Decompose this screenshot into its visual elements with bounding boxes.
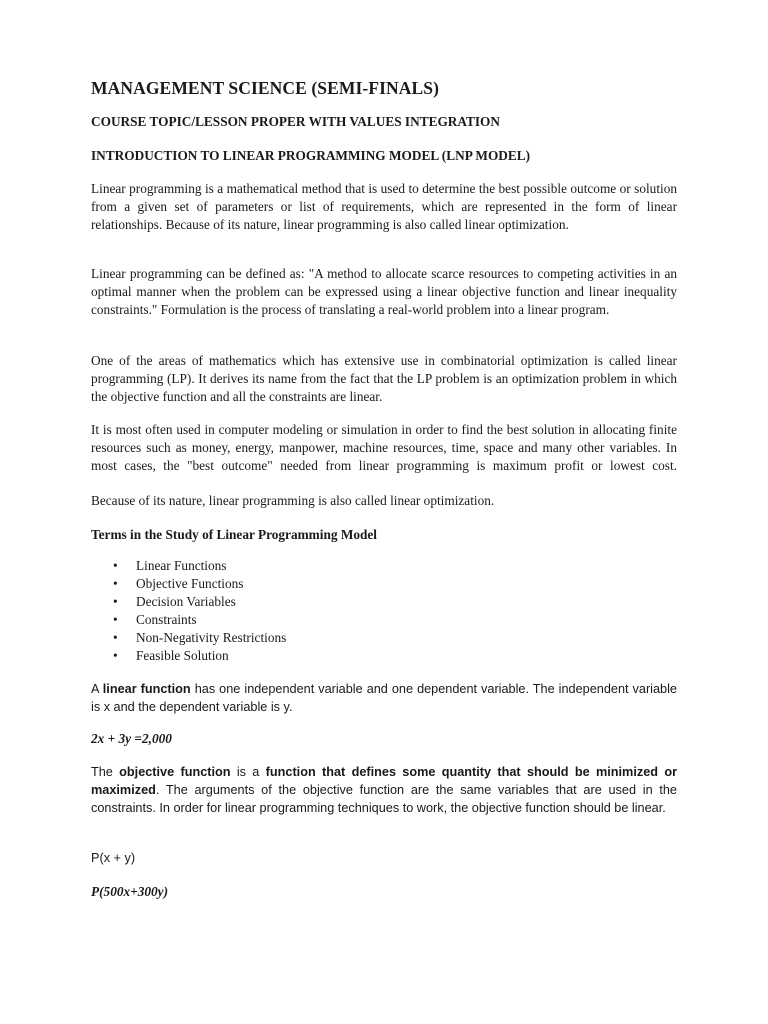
list-item: • Feasible Solution	[113, 647, 229, 663]
list-item: • Constraints	[113, 611, 197, 627]
term-linear-function: linear function	[102, 682, 191, 696]
bullet-icon: •	[113, 558, 118, 573]
bullet-icon: •	[113, 629, 118, 645]
document-title: MANAGEMENT SCIENCE (SEMI-FINALS)	[91, 78, 440, 98]
objective-function-definition: function that defines some quantity that should be minimized or maximized	[91, 765, 678, 797]
linear-equation: 2x + 3y =2,000	[91, 731, 172, 746]
bullet-icon: •	[113, 575, 118, 591]
course-topic-heading: COURSE TOPIC/LESSON PROPER WITH VALUES INTEGRATION	[91, 114, 500, 129]
paragraph-combinatorial: One of the areas of mathematics which has extensive use in combinatorial optimization is called linear programming (LP). It derives its name from the fact that the LP problem is an optimization problem in which the objective function and all the constraints are linear.	[91, 353, 677, 404]
bullet-icon: •	[113, 647, 118, 663]
bullet-icon: •	[113, 611, 118, 627]
paragraph-quote-definition: Linear programming can be defined as: "A method to allocate scarce resources to competing activities in an optimal manner when the problem can be expressed using a linear objective function and linear inequality constraints." Formulation is the process of translating a real-world problem into a linear program.	[91, 266, 677, 317]
list-item: • Non-Negativity Restrictions	[113, 629, 287, 645]
term-objective-function: objective function	[119, 765, 231, 779]
paragraph-usage: It is most often used in computer modeling or simulation in order to find the best solution in allocating finite resources such as money, energy, manpower, machine resources, time, space and many other variables. In most cases, the "best outcome" needed from linear programming is maximum profit or lowest cost.	[91, 422, 677, 473]
paragraph-usage-tail: Because of its nature, linear programming is also called linear optimization.	[91, 493, 495, 508]
terms-heading: Terms in the Study of Linear Programming Model	[91, 527, 378, 542]
intro-heading: INTRODUCTION TO LINEAR PROGRAMMING MODEL (LNP MODEL)	[91, 148, 531, 163]
list-item: • Linear Functions	[113, 558, 227, 573]
paragraph-objective-function: The objective function is a function that defines some quantity that should be minimized or maximized. The arguments of the objective function are the same variables that are used in the constraints. In order for linear programming techniques to work, the objective function should be linear.	[91, 765, 678, 815]
objective-formula-example: P(500x+300y)	[91, 884, 168, 899]
paragraph-definition: Linear programming is a mathematical method that is used to determine the best possible outcome or solution from a given set of parameters or list of requirements, which are represented in the form of linear relationships. Because of its nature, linear programming is also called linear optimization.	[91, 181, 677, 232]
list-item: • Decision Variables	[113, 593, 236, 609]
paragraph-linear-function: A linear function has one independent variable and one dependent variable. The independent variable is x and the dependent variable is y.	[91, 682, 677, 714]
list-item: • Objective Functions	[113, 575, 244, 591]
objective-formula: P(x + y)	[91, 851, 136, 865]
bullet-icon: •	[113, 593, 118, 609]
terms-list	[91, 557, 286, 664]
